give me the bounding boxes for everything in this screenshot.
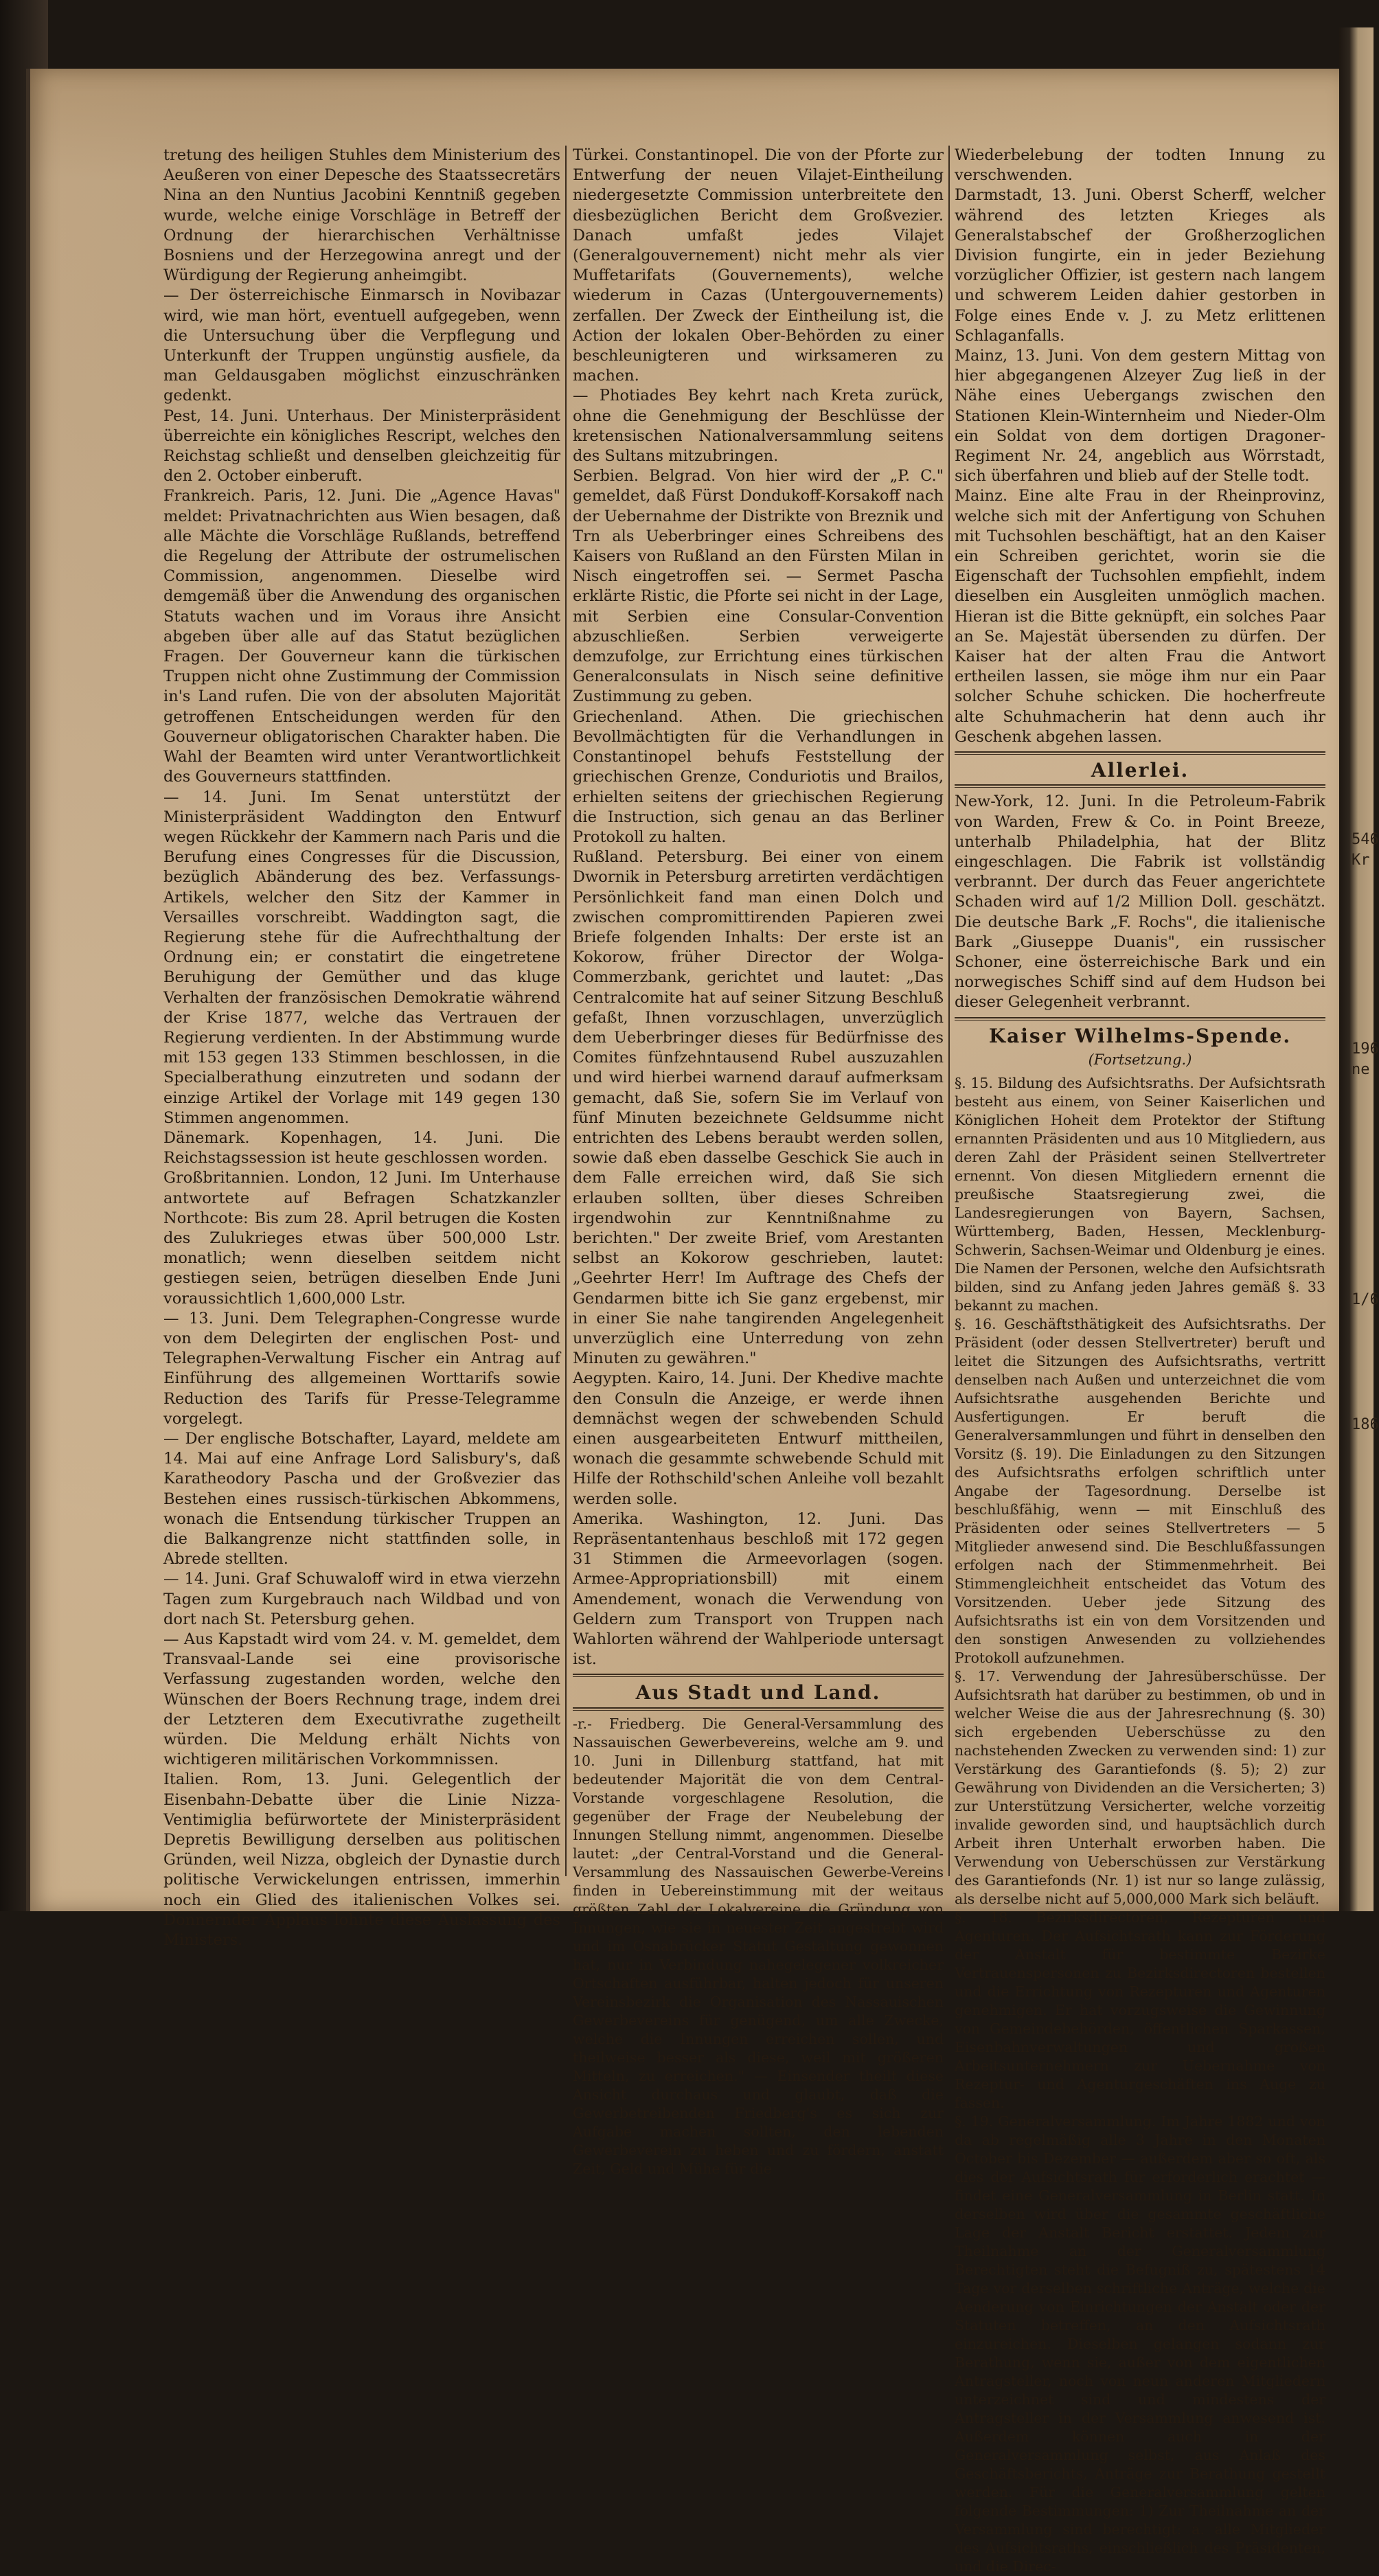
section-rule: [955, 751, 1325, 755]
article-paragraph: Serbien. Belgrad. Von hier wird der „P. C." gemeldet, daß Fürst Dondukoff-Korsakoff nach der Uebernahme der Distrikte von Breznik und Trn als Ueberbringer eines Schreibens des Kaisers von Rußland an den Fürsten Milan in Nisch eingetroffen sei. — Sermet Pascha erklärte Ristic, die Pforte sei nicht in der Lage, mit Serbien eine Consular-Convention abzuschließen. Serbien verweigerte demzufolge, zur Errichtung eines türkischen Generalconsulats in Nisch seine definitive Zustimmung zu geben.: [573, 467, 944, 706]
article-paragraph: §. 16. Geschäftsthätigkeit des Aufsichtsraths. Der Präsident (oder dessen Stellvertreter) beruft und leitet die Sitzungen des Aufsichtsraths, vertritt denselben nach Außen und unterzeichnet die vom Aufsichtsrathe ausgehenden Berichte und Ausfertigungen. Er beruft die Generalversammlungen und führt in denselben den Vorsitz (§. 19). Die Einladungen zu den Sitzungen des Aufsichtsraths erfolgen schriftlich unter Angabe der Tagesordnung. Derselbe ist beschlußfähig, wenn — mit Einschluß des Präsidenten oder seines Stellvertreters — 5 Mitglieder anwesend sind. Die Beschlußfassungen erfolgen nach der Stimmenmehrheit. Bei Stimmengleichheit entscheidet das Votum des Vorsitzenden. Ueber jede Sitzung des Aufsichtsraths ist ein von dem Vorsitzenden und den sonstigen Anwesenden zu vollziehendes Protokoll aufzunehmen.: [955, 1315, 1325, 1666]
edge-fragment: 196: [1352, 1040, 1379, 1058]
article-paragraph: Aegypten. Kairo, 14. Juni. Der Khedive machte den Consuln die Anzeige, er werde ihnen demnächst wegen der schwebenden Schuld einen ausgearbeiteten Entwurf mittheilen, wonach die gesammte schwebende Schuld mit Hilfe der Rothschild'schen Anleihe voll bezahlt werden solle.: [573, 1369, 944, 1508]
article-paragraph: Frankreich. Paris, 12. Juni. Die „Agence Havas" meldet: Privatnachrichten aus Wien besagen, daß alle Mächte die Vorschläge Rußlands, betreffend die Regelung der Attribute der ostrumelischen Commission, angenommen. Dieselbe wird demgemäß über die Anwendung des organischen Statuts wachen und im Voraus ihre Ansicht abgeben über alle auf das Statut bezüglichen Fragen. Der Gouverneur kann die türkischen Truppen nicht ohne Zustimmung der Commission in's Land rufen. Die von der absoluten Majorität getroffenen Entscheidungen werden für den Gouverneur obligatorischen Charakter haben. Die Wahl der Beamten wird unter Verantwortlichkeit des Gouverneurs stattfinden.: [163, 487, 560, 786]
article-paragraph: — 14. Juni. Im Senat unterstützt der Ministerpräsident Waddington den Entwurf wegen Rückkehr der Kammern nach Paris und die Berufung eines Congresses für die Discussion, bezüglich Abänderung des bez. Verfassungs-Artikels, welcher den Sitz der Kammer in Versailles vorschreibt. Waddington sagt, die Regierung stehe für die Aufrechthaltung der Ordnung ein; er constatirt die eingetretene Beruhigung der Gemüther und das kluge Verhalten der französischen Demokratie während der Krise 1877, welche das Vertrauen der Regierung verdienten. In der Abstimmung wurde mit 153 gegen 133 Stimmen beschlossen, in die Specialberathung einzutreten und sodann der einzige Artikel der Vorlage mit 149 gegen 130 Stimmen angenommen.: [163, 788, 560, 1127]
edge-fragment: Kr: [1352, 852, 1370, 869]
article-paragraph: Pest, 14. Juni. Unterhaus. Der Ministerpräsident überreichte ein königliches Rescript, welches den Reichstag schließt und denselben gleichzeitig für den 2. October einberuft.: [163, 407, 560, 486]
article-paragraph: Mainz. Eine alte Frau in der Rheinprovinz, welche sich mit der Anfertigung von Schuhen mit Tuchsohlen beschäftigt, hat an den Kaiser ein Schreiben gerichtet, worin sie die Eigenschaft der Tuchsohlen empfiehlt, indem dieselben ein Ausgleiten unmöglich machen. Hieran ist die Bitte geknüpft, ein solches Paar an Se. Majestät übersenden zu dürfen. Der Kaiser hat der alten Frau die Antwort ertheilen lassen, sie möge ihm nur ein Paar solcher Schuhe schicken. Die hocherfreute alte Schuhmacherin hat denn auch ihr Geschenk abgehen lassen.: [955, 487, 1325, 746]
section-title: Allerlei.: [1091, 759, 1189, 782]
edge-fragment: 186: [1352, 1416, 1379, 1433]
article-paragraph: §. 15. Bildung des Aufsichtsraths. Der Aufsichtsrath besteht aus einem, von Seiner Kaiserlichen und Königlichen Hoheit dem Protektor der Stiftung ernannten Präsidenten und aus 10 Mitgliedern, aus deren Zahl der Präsident seinen Stellvertreter ernennt. Von diesen Mitgliedern ernennt die preußische Staatsregierung zwei, die Landesregierungen von Bayern, Sachsen, Württemberg, Baden, Hessen, Mecklenburg-Schwerin, Sachsen-Weimar und Oldenburg je eines. Die Namen der Personen, welche den Aufsichtsrath bilden, sind zu Anfang jeden Jahres gemäß §. 33 bekannt zu machen.: [955, 1074, 1325, 1314]
article-paragraph: §. 19. Generalversammlung. Im Jahre 1882 und von da ab regelmäßig alle 3 Jahre in den Monaten October bis Dezember — außerdem aber so oft, als dies der Aufsichtsrath für erforderlich erachtet — findet eine Generalversammlung in Berlin statt. In derselben wird über die gesammte geschäftliche Lage der Anstalt Bericht erstattet. Jedem zur Theilnahme an der Generalversammlung Berechtigten steht die Befugniß zu, spätestens 14 Tage vor derselben schriftliche Anträge, welche die Aenderung von Einrichtungen der Anstalt oder der Statuten betreffen, an den Aufsichtsrath einzureichen. Dieselben gelangen sodann zur Berathung, wenn sie, außer von dem eigentlichen Antragsteller, noch von neun anderen Mitgliedern unterzeichnet sind und mindestens der Antragsteller in der Versammlung anwesend ist. Außerdem können auch in der Generalversammlung selbst, aus Anlaß des Geschäftsberichts, Anträge zur Berathung gestellt werden. Für die Generalversammlung gelten folgende Bestimmungen: 1) Zur Theilnahme an der Versammlung sind berechtigt: a. alle Mitglieder des Aufsichtsraths, einschließlich des Präsidenten, und die Direc-: [955, 2112, 1325, 2575]
section-title: Aus Stadt und Land.: [635, 1681, 881, 1705]
article-paragraph: Dänemark. Kopenhagen, 14. Juni. Die Reichstagssession ist heute geschlossen worden.: [163, 1128, 560, 1167]
edge-fragment: 546: [1352, 831, 1379, 848]
column-3: [955, 146, 1325, 2575]
section-title: Kaiser Wilhelms-Spende.: [988, 1024, 1292, 1047]
article-paragraph: Rußland. Petersburg. Bei einer von einem Dwornik in Petersburg arretirten verdächtigen Persönlichkeit fand man einen Dolch und zwischen compromittirenden Papieren zwei Briefe folgenden Inhalts: Der erste ist an Kokorow, früher Director der Wolga-Commerzbank, gerichtet und lautet: „Das Centralcomite hat auf seiner Sitzung Beschluß gefaßt, Ihnen vorzuschlagen, unverzüglich dem Ueberbringer dieses für Bedürfnisse des Comites fünfzehntausend Rubel auszuzahlen und wird hierbei warnend darauf aufmerksam gemacht, daß Sie, sofern Sie im Verlauf von fünf Minuten bezeichnete Geldsumme nicht entrichten des Lebens beraubt werden sollen, sowie daß eben dasselbe Geschick Sie auch in dem Falle erreichen wird, daß Sie sich erlauben sollten, über dieses Schreiben irgendwohin zur Kenntnißnahme zu berichten." Der zweite Brief, vom Arestanten selbst an Kokorow geschrieben, lautet: „Geehrter Herr! Im Auftrage des Chefs der Gendarmen bitte ich Sie ganz ergebenst, mir in einer Sie nahe tangirenden Angelegenheit unverzüglich eine Unterredung von zehn Minuten zu gewähren.": [573, 848, 944, 1368]
article-paragraph: Griechenland. Athen. Die griechischen Bevollmächtigten für die Verhandlungen in Constantinopel behufs Feststellung der griechischen Grenze, Conduriotis und Brailos, erhielten seitens der griechischen Regierung die Instruction, sich genau an das Berliner Protokoll zu halten.: [573, 707, 944, 846]
article-paragraph: §. 17. Verwendung der Jahresüberschüsse. Der Aufsichtsrath hat darüber zu bestimmen, ob und in welcher Weise die aus der Jahresrechnung (§. 30) sich ergebenden Ueberschüsse zu den nachstehenden Zwecken zu verwenden sind: 1) zur Verstärkung des Garantiefonds (§. 5); 2) zur Gewährung von Dividenden an die Versicherten; 3) zur Unterstützung Versicherter, welche vorzeitig invalide geworden sind, und hauptsächlich durch Arbeit ihren Unterhalt erworben haben. Die Verwendung von Ueberschüssen zur Verstärkung des Garantiefonds (Nr. 1) ist nur so lange zulässig, als derselbe nicht auf 5,000,000 Mark sich beläuft.: [955, 1667, 1325, 1907]
section-rule: [573, 1674, 944, 1677]
article-paragraph: Mainz, 13. Juni. Von dem gestern Mittag von hier abgegangenen Alzeyer Zug ließ in der Nähe eines Uebergangs zwischen den Stationen Klein-Winternheim und Nieder-Olm ein Soldat von dem dortigen Dragoner-Regiment Nr. 24, angeblich aus Wörrstadt, sich überfahren und blieb auf der Stelle todt.: [955, 347, 1325, 486]
edge-fragment: ne: [1352, 1061, 1370, 1078]
article-paragraph: -r.- Friedberg. Die General-Versammlung des Nassauischen Gewerbevereins, welche am 9. und 10. Juni in Dillenburg stattfand, hat mit bedeutender Majorität die von dem Central-Vorstande vorgeschlagene Resolution, die gegenüber der Frage der Neubelebung der Innungen Stellung nimmt, angenommen. Dieselbe lautet: „der Central-Vorstand und die General-Versammlung des Nassauischen Gewerbe-Vereins finden in Uebereinstimmung mit der weitaus größten Zahl der Lokalvereine die Gründung von Innungen, wie sie in neuester Zeit angestrebt wird und im Osnabrücker Statut Gestaltung gewonnen hat, nur in Verbindung nahegelegener volkreicher Ortschaften ausführbar, halten jedoch für unseren Vereinsbezirk die Organisation des Nassauischen Gewerbevereins für genügend, um alle Zwecke, welche die Innungen erreichen sollen, und theilweise besser als diese, weil mit größeren Mitteln, zu erreichen." — Einsender theilt diese Ansicht durchaus und glaubt, daß die Gewerbetreibenden Friedberg's es sich zur Aufgabe machen sollten, den lebenden Gewerbeverein zu heben und zu fördern, anstatt Zeit, Geld und Mühe für die: [573, 1715, 944, 2177]
article-paragraph: §. 18. Bezirksdirectoren, Rezepturen und Agenturen. Der Aufsichtsrath kann zur Förderung der Anstalt für bestimmte Bezirke Vertrauenspersonen zu Bezirksdirectoren bestellen und die Errichtung von Rezepturen und Agenturen genehmigen. Er hat vorzugsweise die Gewinnung von Gemeindebehörden, öffentlichen Sparkassen, Eisenbahnverwaltungen und großen Arbeitsunternehmern zur Uebernahme von Rezeptur- und Agenturgeschäften ins Auge zu fassen.: [955, 1908, 1325, 2111]
article-paragraph: Amerika. Washington, 12. Juni. Das Repräsentantenhaus beschloß mit 172 gegen 31 Stimmen die Armeevorlagen (sogen. Armee-Appropriationsbill) mit einem Amendement, wonach die Verwendung von Geldern zum Transport von Truppen nach Wahlorten während der Wahlperiode untersagt ist.: [573, 1509, 944, 1669]
article-paragraph: — 13. Juni. Dem Telegraphen-Congresse wurde von dem Delegirten der englischen Post- und Telegraphen-Verwaltung Fischer ein Antrag auf Einführung des allgemeinen Worttarifs sowie Reduction des Tarifs für Presse-Telegramme vorgelegt.: [163, 1309, 560, 1428]
article-paragraph: tretung des heiligen Stuhles dem Ministerium des Aeußeren von einer Depesche des Staatssecretärs Nina an den Nuntius Jacobini Kenntniß gegeben wurde, welche einige Vorschläge in Betreff der Ordnung der hierarchischen Verhältnisse Bosniens und der Herzegowina anregt und der Würdigung der Regierung anheimgibt.: [163, 146, 560, 285]
section-rule: [573, 1707, 944, 1711]
column-1: [163, 146, 560, 1950]
article-paragraph: — Aus Kapstadt wird vom 24. v. M. gemeldet, dem Transvaal-Lande sei eine provisorische Verfassung zugestanden worden, welche den Wünschen der Boers Rechnung trage, indem drei der Letzteren dem Executivrathe zugetheilt würden. Die Meldung erhält Nichts von wichtigeren militärischen Vorkommnissen.: [163, 1630, 560, 1769]
adjacent-page-edge: [1339, 27, 1374, 1911]
edge-fragment: 1/6: [1352, 1291, 1379, 1308]
article-paragraph: Großbritannien. London, 12 Juni. Im Unterhause antwortete auf Befragen Schatzkanzler Northcote: Bis zum 28. April betrugen die Kosten des Zulukrieges etwas über 500,000 Lstr. monatlich; wenn dieselben seitdem nicht gestiegen seien, betrügen dieselben Ende Juni voraussichtlich 1,600,000 Lstr.: [163, 1169, 560, 1308]
article-paragraph: — Photiades Bey kehrt nach Kreta zurück, ohne die Genehmigung der Beschlüsse der kretensischen Nationalversammlung seitens des Sultans mitzubringen.: [573, 387, 944, 466]
article-paragraph: Türkei. Constantinopel. Die von der Pforte zur Entwerfung der neuen Vilajet-Eintheilung niedergesetzte Commission unterbreitete den diesbezüglichen Bericht dem Großvezier. Danach umfaßt jedes Vilajet (Generalgouvernement) nicht mehr als vier Muffetarifats (Gouvernements), welche wiederum in Cazas (Untergouvernements) zerfallen. Der Zweck der Eintheilung ist, die Action der lokalen Ober-Behörden zu einer beschleunigteren und wirksameren zu machen.: [573, 146, 944, 385]
article-paragraph: — Der österreichische Einmarsch in Novibazar wird, wie man hört, eventuell aufgegeben, wenn die Untersuchung über die Verpflegung und Unterkunft der Truppen ungünstig ausfiele, da man Geldausgaben möglichst einzuschränken gedenkt.: [163, 286, 560, 405]
article-paragraph: New-York, 12. Juni. In die Petroleum-Fabrik von Warden, Frew & Co. in Point Breeze, unterhalb Philadelphia, hat der Blitz eingeschlagen. Die Fabrik ist vollständig verbrannt. Der durch das Feuer angerichtete Schaden wird auf 1/2 Million Doll. geschätzt. Die deutsche Bark „F. Rochs", die italienische Bark „Giuseppe Duanis", ein russischer Schoner, eine österreichische Bark und ein norwegisches Schiff sind auf dem Hudson bei dieser Gelegenheit verbrannt.: [955, 793, 1325, 1012]
article-paragraph: — Der englische Botschafter, Layard, meldete am 14. Mai auf eine Anfrage Lord Salisbury's, daß Karatheodory Pascha und der Großvezier das Bestehen eines russisch-türkischen Abkommens, wonach die Entsendung türkischer Truppen an die Balkangrenze nicht stattfinden solle, in Abrede stellten.: [163, 1430, 560, 1569]
article-paragraph: — 14. Juni. Graf Schuwaloff wird in etwa vierzehn Tagen zum Kurgebrauch nach Wildbad und von dort nach St. Petersburg gehen.: [163, 1570, 560, 1628]
article-paragraph: Darmstadt, 13. Juni. Oberst Scherff, welcher während des letzten Krieges als Generalstabschef der Großherzoglichen Division fungirte, ein in jeder Beziehung vorzüglicher Offizier, ist gestern nach langem und schwerem Leiden dahier gestorben in Folge eines Ende v. J. zu Metz erlittenen Schlaganfalls.: [955, 186, 1325, 345]
article-paragraph: Italien. Rom, 13. Juni. Gelegentlich der Eisenbahn-Debatte über die Linie Nizza-Ventimiglia befürwortete der Ministerpräsident Depretis Bewilligung derselben aus politischen Gründen, weil Nizza, obgleich der Dynastie durch politische Verwickelungen entrissen, immerhin noch ein Glied des italienischen Volkes sei. Donnernder Applaus lohnte diese Auslassung des Ministers.: [163, 1770, 560, 1950]
column-2: [573, 146, 944, 2177]
section-subtitle: (Fortsetzung.): [1088, 1051, 1192, 1068]
article-paragraph: Wiederbelebung der todten Innung zu verschwenden.: [955, 146, 1325, 185]
section-rule: [955, 784, 1325, 788]
column-rule: [948, 146, 950, 1876]
section-rule: [955, 1017, 1325, 1021]
column-rule: [565, 146, 567, 1876]
